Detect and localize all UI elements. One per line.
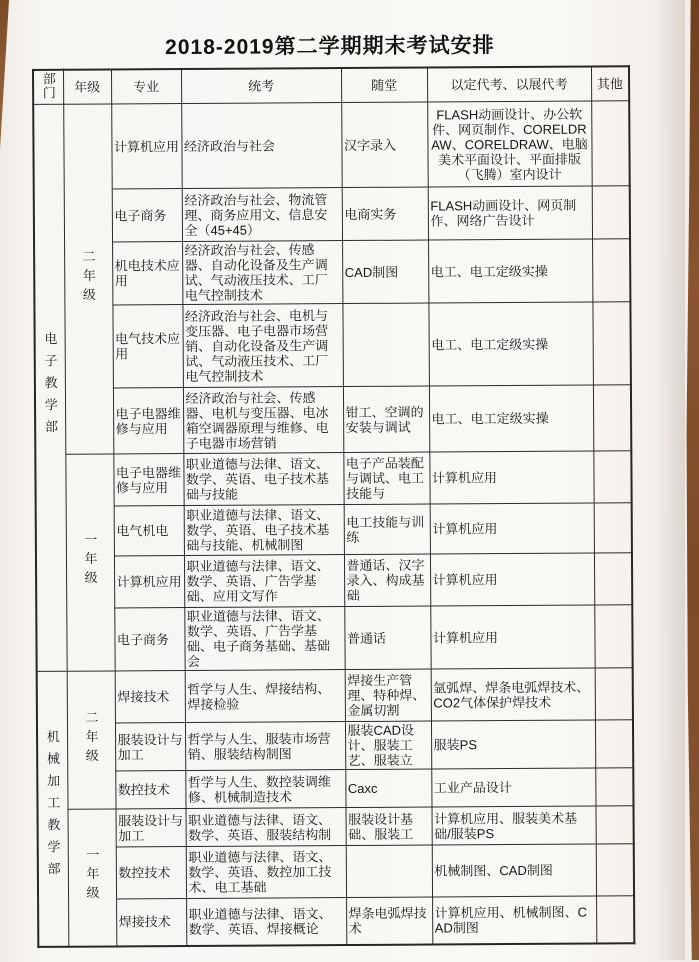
cell-major: 计算机应用 — [114, 556, 184, 608]
cell-inclass-exam: 电商实务 — [342, 187, 428, 241]
page-title: 2018-2019第二学期期末考试安排 — [165, 34, 495, 60]
table-row — [37, 668, 633, 724]
cell-other — [595, 720, 633, 768]
cell-substitute-exam: 机械制图、CAD制图 — [432, 844, 596, 897]
header-grade: 年级 — [63, 69, 111, 104]
table-row — [37, 720, 633, 772]
cell-major: 机电技术应用 — [112, 242, 182, 305]
cell-unified-exam: 哲学与人生、焊接结构、焊接检验 — [185, 670, 345, 723]
cell-inclass-exam: 普通话 — [344, 606, 430, 670]
cell-major: 电气机电 — [114, 506, 184, 556]
cell-other — [596, 806, 634, 844]
cell-inclass-exam: 普通话、汉字录入、构成基础 — [344, 554, 430, 607]
cell-inclass-exam: 电子产品装配与调试、电工技能与 — [343, 452, 429, 505]
cell-substitute-exam: 电工、电工定级实操 — [429, 385, 593, 452]
cell-major: 服装设计与加工 — [115, 723, 185, 771]
cell-other — [595, 668, 633, 720]
header-department — [33, 70, 63, 105]
cell-department — [33, 104, 66, 671]
cell-major: 服装设计与加工 — [116, 809, 186, 847]
cell-unified-exam: 经济政治与社会 — [181, 103, 342, 189]
cell-inclass-exam — [342, 303, 429, 387]
table-row — [36, 553, 632, 609]
table-row — [35, 451, 631, 507]
header-unified-exam: 统考 — [181, 68, 341, 103]
cell-substitute-exam: 计算机应用、机械制图、CAD制图 — [432, 896, 596, 944]
cell-substitute-exam: 计算机应用 — [429, 451, 593, 504]
cell-major: 电子电器维修与应用 — [113, 388, 183, 454]
grade-label: 二年级 — [83, 710, 99, 768]
cell-other — [594, 605, 632, 668]
cell-unified-exam: 职业道德与法律、语文、数学、英语、广告学基础、应用文写作 — [184, 555, 344, 608]
table-row — [34, 186, 630, 243]
cell-substitute-exam: 氩弧焊、焊条电弧焊技术、CO2气体保护焊技术 — [431, 668, 595, 721]
table-row — [36, 503, 632, 557]
cell-other — [592, 302, 631, 385]
cell-unified-exam: 职业道德与法律、语文、数学、英语、电子技术基础与技能、机械制图 — [184, 505, 344, 556]
cell-substitute-exam: 电工、电工定级实操 — [428, 239, 592, 303]
cell-unified-exam: 经济政治与社会、传感器、电机与变压器、电冰箱空调器原理与维修、电子电器市场营销 — [183, 387, 343, 454]
cell-unified-exam: 职业道德与法律、语文、数学、英语、数控加工技术、电工基础 — [186, 846, 346, 899]
cell-inclass-exam: 焊接生产管理、特种焊、金属切割 — [345, 669, 431, 722]
cell-other — [593, 385, 631, 451]
cell-substitute-exam: FLASH动画设计、网页制作、网络广告设计 — [428, 186, 592, 240]
cell-other — [592, 239, 630, 302]
cell-inclass-exam: 服装设计基础、服装工 — [346, 807, 432, 846]
cell-other — [591, 101, 630, 186]
header-other: 其他 — [591, 66, 629, 101]
cell-inclass-exam: 汉字录入 — [341, 102, 428, 188]
cell-major: 电气技术应用 — [112, 305, 183, 388]
cell-other — [594, 553, 632, 605]
table-row — [33, 101, 630, 190]
cell-inclass-exam: Caxc — [345, 769, 431, 808]
cell-unified-exam: 职业道德与法律、语文、数学、英语、服装结构制 — [186, 808, 346, 847]
cell-unified-exam: 经济政治与社会、电机与变压器、电子电器市场营销、自动化设备及生产调试、气动液压技术、工厂电气控制技术 — [182, 304, 343, 388]
grade-label: 一年级 — [84, 847, 100, 905]
cell-substitute-exam: 计算机应用 — [430, 553, 594, 606]
cell-grade — [65, 454, 114, 671]
cell-grade — [68, 809, 117, 946]
cell-inclass-exam: 钳工、空调的安装与调试 — [343, 386, 429, 453]
cell-grade — [63, 104, 113, 454]
cell-major: 焊接技术 — [115, 671, 185, 723]
header-department-label: 部门 — [40, 71, 56, 100]
cell-major: 电子商务 — [114, 608, 184, 671]
cell-major: 电子商务 — [112, 189, 182, 242]
cell-department — [37, 671, 69, 946]
cell-unified-exam: 哲学与人生、服装市场营销、服装结构制图 — [185, 722, 345, 771]
table-row — [38, 806, 634, 848]
cell-major: 电子电器维修与应用 — [113, 454, 183, 506]
cell-other — [594, 503, 632, 553]
cell-grade — [67, 671, 116, 809]
cell-unified-exam: 经济政治与社会、物流管理、商务应用文、信息安全（45+45） — [182, 188, 342, 242]
cell-inclass-exam — [346, 845, 432, 898]
table-row — [35, 385, 631, 455]
cell-substitute-exam: 计算机应用 — [430, 605, 594, 669]
grade-label: 二年级 — [80, 249, 96, 307]
cell-inclass-exam: CAD制图 — [342, 240, 428, 304]
table-row — [34, 302, 630, 389]
cell-other — [596, 896, 634, 943]
cell-other — [592, 186, 630, 239]
cell-substitute-exam: 电工、电工定级实操 — [428, 302, 593, 386]
department-label: 电子教学部 — [42, 331, 59, 442]
header-major: 专业 — [111, 69, 181, 104]
cell-inclass-exam: 电工技能与训练 — [344, 504, 430, 555]
cell-other — [593, 451, 631, 503]
table-row — [38, 844, 634, 900]
header-substitute-exam: 以定代考、以展代考 — [427, 67, 591, 103]
cell-unified-exam: 经济政治与社会、传感器、自动化设备及生产调试、气动液压技术、工厂电气控制技术 — [182, 241, 342, 305]
cell-substitute-exam: 计算机应用、服装美术基础/服装PS — [432, 806, 596, 845]
table-row — [38, 896, 634, 947]
table-row — [36, 605, 632, 672]
cell-unified-exam: 职业道德与法律、语文、数学、英语、焊接概论 — [186, 898, 346, 946]
table-row — [37, 768, 633, 810]
exam-schedule-table — [32, 65, 635, 947]
cell-major: 焊接技术 — [116, 899, 186, 946]
cell-major: 数控技术 — [115, 771, 185, 809]
cell-major: 数控技术 — [116, 847, 186, 899]
header-row — [33, 66, 629, 104]
cell-unified-exam: 职业道德与法律、语文、数学、英语、电子技术基础与技能 — [183, 453, 343, 506]
cell-unified-exam: 职业道德与法律、语文、数学、英语、广告学基础、电子商务基础、基础会 — [184, 607, 344, 671]
department-label: 机械加工教学部 — [44, 730, 61, 885]
cell-unified-exam: 哲学与人生、数控装调维修、机械制造技术 — [185, 770, 345, 809]
cell-substitute-exam: FLASH动画设计、办公软件、网页制作、CORELDRAW、CORELDRAW、电脑美术平面设计、平面排版（飞腾）室内设计 — [427, 101, 592, 187]
cell-major: 计算机应用 — [111, 104, 182, 189]
header-inclass-exam: 随堂 — [341, 68, 427, 103]
cell-inclass-exam: 焊条电弧焊技术 — [346, 897, 432, 945]
cell-other — [596, 844, 634, 896]
cell-inclass-exam: 服装CAD设计、服装工艺、服装立 — [345, 721, 431, 770]
cell-substitute-exam: 计算机应用 — [430, 503, 594, 554]
cell-other — [595, 768, 633, 806]
grade-label: 一年级 — [82, 532, 98, 590]
cell-substitute-exam: 工业产品设计 — [431, 768, 595, 807]
cell-substitute-exam: 服装PS — [431, 720, 595, 769]
table-row — [34, 239, 630, 306]
